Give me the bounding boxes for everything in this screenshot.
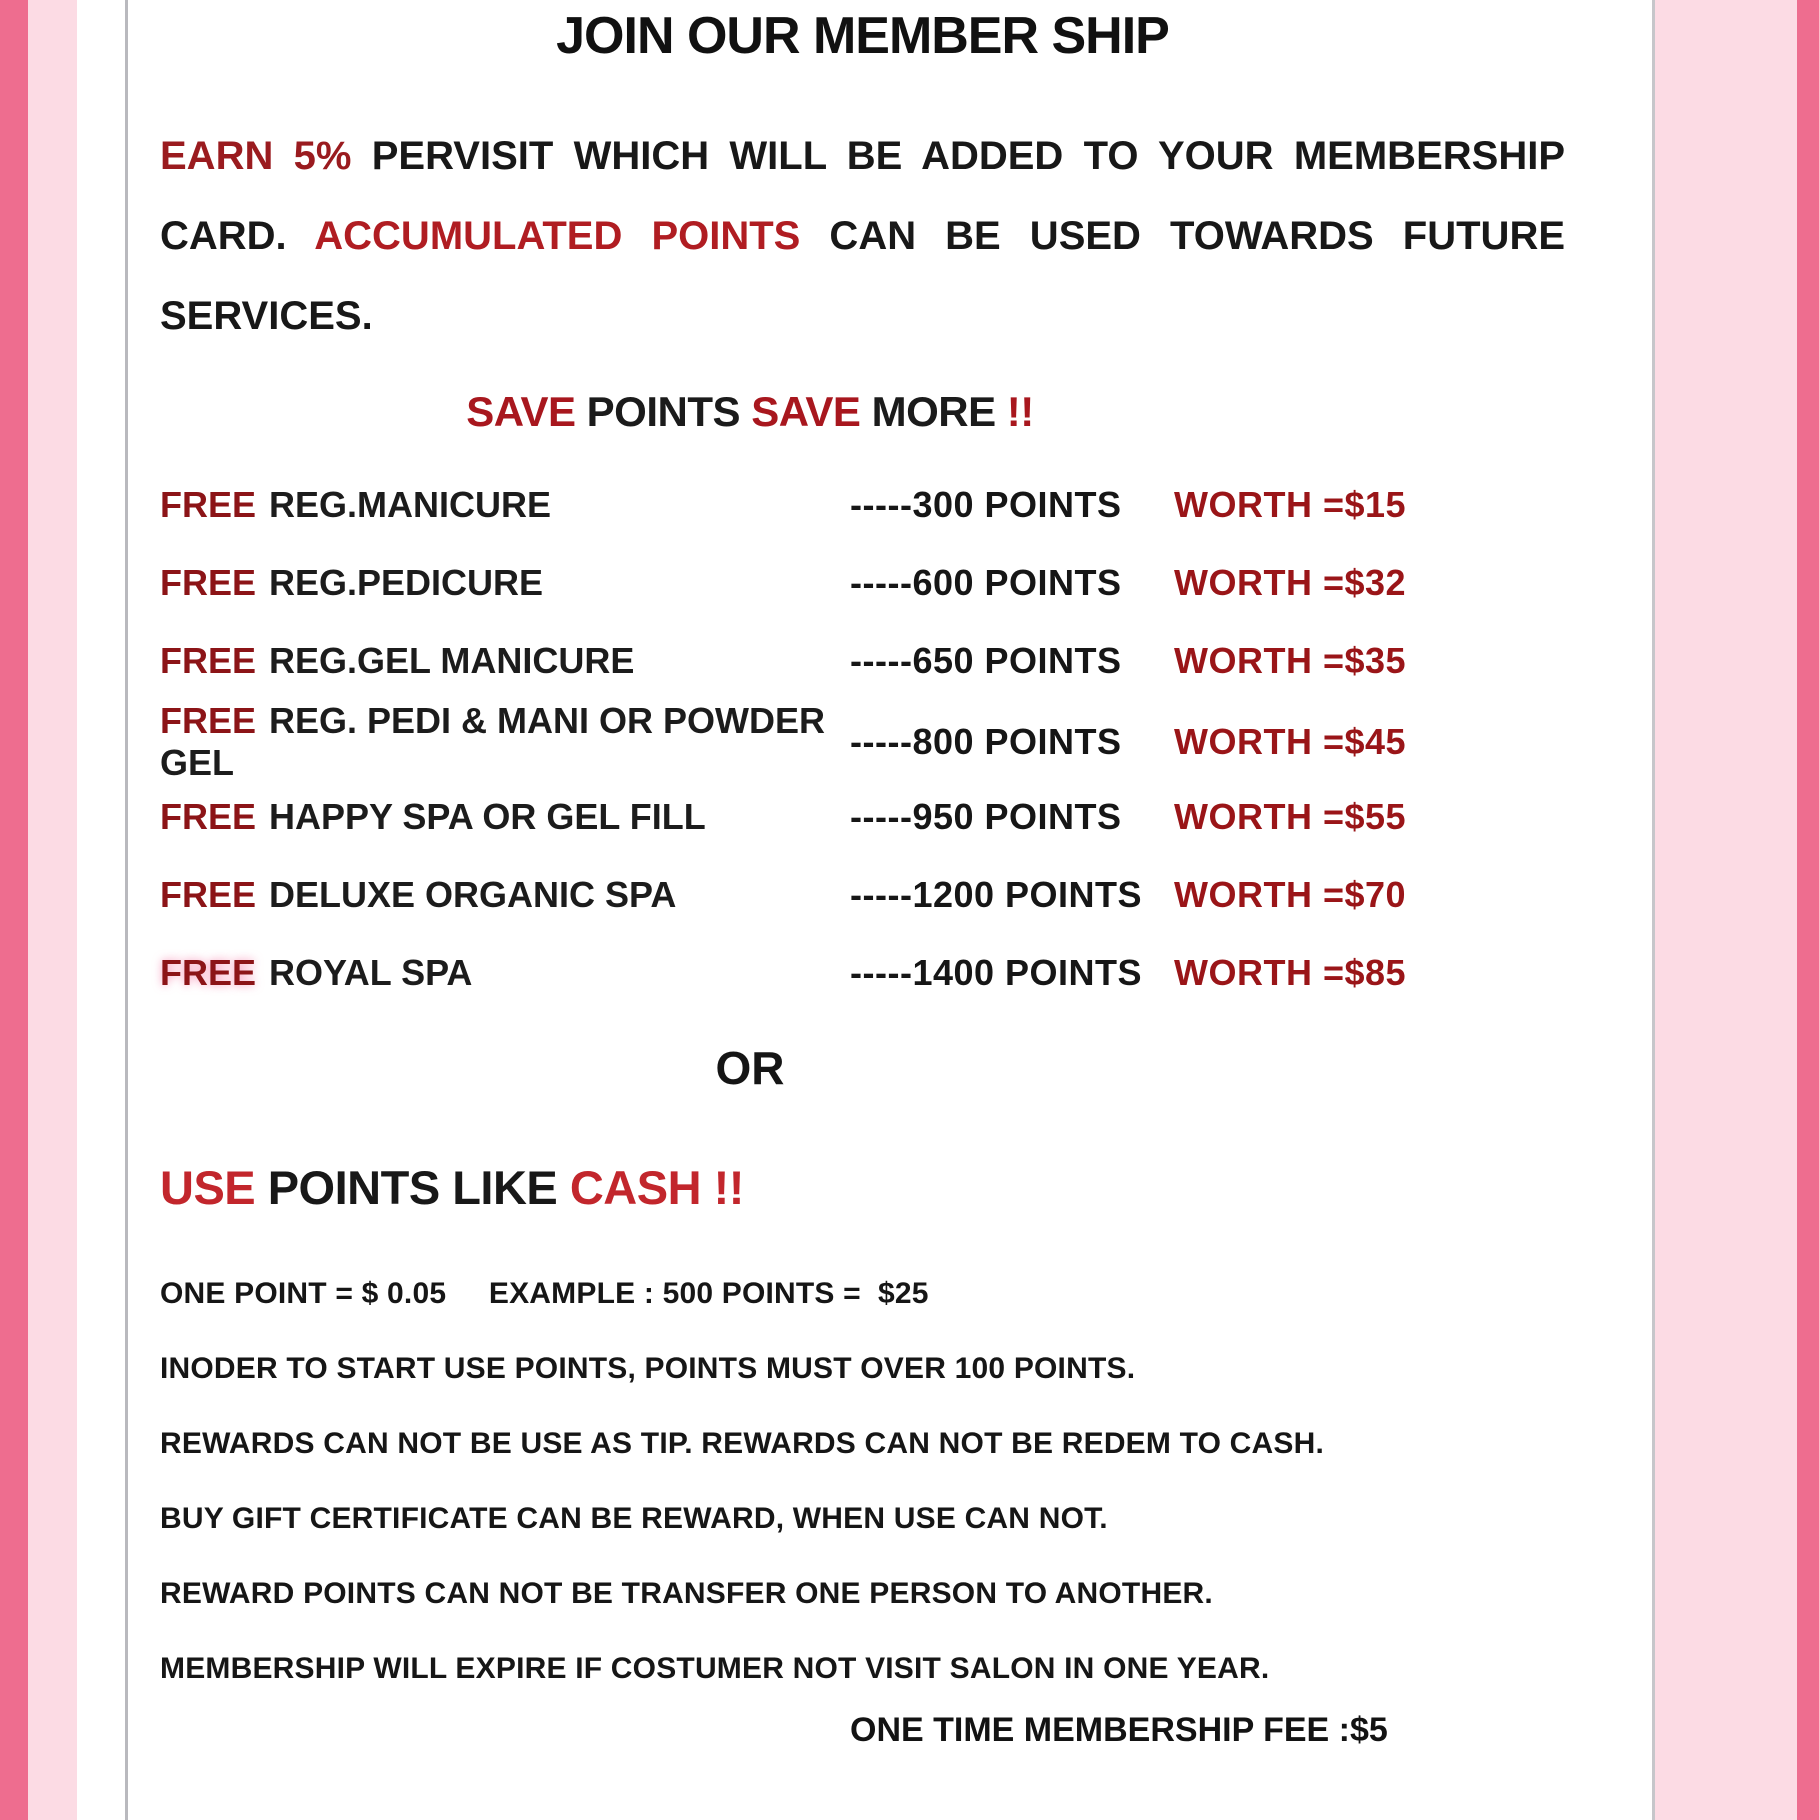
reward-points: -----600 POINTS: [850, 562, 1122, 603]
table-row: [160, 544, 1565, 622]
exclamation-marks: !!: [1006, 388, 1034, 435]
free-label: FREE: [160, 796, 257, 837]
reward-worth: WORTH =$35: [1174, 640, 1407, 681]
reward-name: [160, 484, 850, 526]
term-line: ONE POINT = $ 0.05 EXAMPLE : 500 POINTS = $25: [160, 1277, 929, 1310]
reward-name: [160, 874, 850, 916]
right-pink-stripe: [1797, 0, 1819, 1820]
table-row: [160, 622, 1565, 700]
reward-item: HAPPY SPA OR GEL FILL: [269, 796, 706, 837]
reward-name: [160, 700, 850, 784]
accumulated-points-highlight: ACCUMULATED POINTS: [314, 214, 801, 258]
free-label: FREE: [160, 562, 257, 603]
free-label: FREE: [160, 640, 257, 681]
page-title: JOIN OUR MEMBER SHIP: [556, 7, 1169, 65]
reward-points: -----950 POINTS: [850, 796, 1122, 837]
reward-item: REG.PEDICURE: [269, 562, 544, 603]
reward-worth: WORTH =$45: [1174, 721, 1407, 762]
term-line: MEMBERSHIP WILL EXPIRE IF COSTUMER NOT VISIT SALON IN ONE YEAR.: [160, 1652, 1270, 1685]
rewards-table: [160, 466, 1565, 1012]
free-label: FREE: [160, 484, 257, 525]
use-points-heading: [160, 1156, 1565, 1220]
intro-line-1: [160, 116, 1565, 196]
reward-worth: WORTH =$32: [1174, 562, 1407, 603]
cash-word: CASH: [569, 1161, 702, 1214]
terms-list: [160, 1256, 1565, 1706]
term-line: BUY GIFT CERTIFICATE CAN BE REWARD, WHEN USE CAN NOT.: [160, 1502, 1108, 1535]
left-pink-stripe: [0, 0, 28, 1820]
flyer-content: [160, 0, 1565, 1754]
reward-item: DELUXE ORGANIC SPA: [269, 874, 677, 915]
reward-points: -----1400 POINTS: [850, 952, 1143, 993]
free-label: FREE: [160, 874, 257, 915]
save-word-2: SAVE: [751, 388, 861, 435]
reward-item: ROYAL SPA: [269, 952, 473, 993]
reward-points: -----300 POINTS: [850, 484, 1122, 525]
term-line: INODER TO START USE POINTS, POINTS MUST OVER 100 POINTS.: [160, 1352, 1136, 1385]
intro-line-2: [160, 196, 1565, 276]
reward-points: -----800 POINTS: [850, 721, 1122, 762]
points-word: POINTS: [575, 388, 752, 435]
more-word: MORE: [860, 388, 1007, 435]
reward-worth: WORTH =$15: [1174, 484, 1407, 525]
table-row: [160, 466, 1565, 544]
reward-worth: WORTH =$55: [1174, 796, 1407, 837]
intro-paragraph: [160, 116, 1565, 356]
table-row: [160, 778, 1565, 856]
reward-worth: WORTH =$85: [1174, 952, 1407, 993]
reward-points: -----1200 POINTS: [850, 874, 1143, 915]
use-word: USE: [160, 1161, 256, 1214]
reward-worth: WORTH =$70: [1174, 874, 1407, 915]
save-points-heading: [160, 384, 1340, 440]
reward-item: REG.GEL MANICURE: [269, 640, 635, 681]
reward-name: [160, 640, 850, 682]
save-word-1: SAVE: [466, 388, 576, 435]
intro-line-3: SERVICES.: [160, 294, 373, 338]
term-line: REWARDS CAN NOT BE USE AS TIP. REWARDS CAN NOT BE REDEM TO CASH.: [160, 1427, 1325, 1460]
exclamation-marks: !!: [701, 1161, 744, 1214]
table-row: [160, 934, 1565, 1012]
reward-name: [160, 796, 850, 838]
reward-item: REG. PEDI & MANI OR POWDER GEL: [160, 700, 826, 783]
reward-name: [160, 562, 850, 604]
table-row: [160, 700, 1565, 783]
intro-line-2-rest: CAN BE USED TOWARDS FUTURE: [800, 214, 1566, 258]
reward-name: [160, 952, 850, 994]
intro-line-2-pre: CARD.: [160, 214, 315, 258]
earn-percent-highlight: EARN 5%: [160, 134, 352, 178]
reward-item: REG.MANICURE: [269, 484, 552, 525]
points-like-words: POINTS LIKE: [255, 1161, 570, 1214]
table-row: [160, 856, 1565, 934]
reward-points: -----650 POINTS: [850, 640, 1122, 681]
term-line: REWARD POINTS CAN NOT BE TRANSFER ONE PERSON TO ANOTHER.: [160, 1577, 1213, 1610]
paper-edge-line: [125, 0, 128, 1820]
free-label: FREE: [160, 952, 257, 993]
membership-flyer-paper: [77, 0, 1655, 1820]
free-label: FREE: [160, 700, 257, 741]
or-divider-text: OR: [715, 1042, 785, 1094]
membership-fee-line: ONE TIME MEMBERSHIP FEE :$5: [850, 1711, 1388, 1749]
intro-line-1-rest: PERVISIT WHICH WILL BE ADDED TO YOUR MEMBERSHIP: [351, 134, 1565, 178]
